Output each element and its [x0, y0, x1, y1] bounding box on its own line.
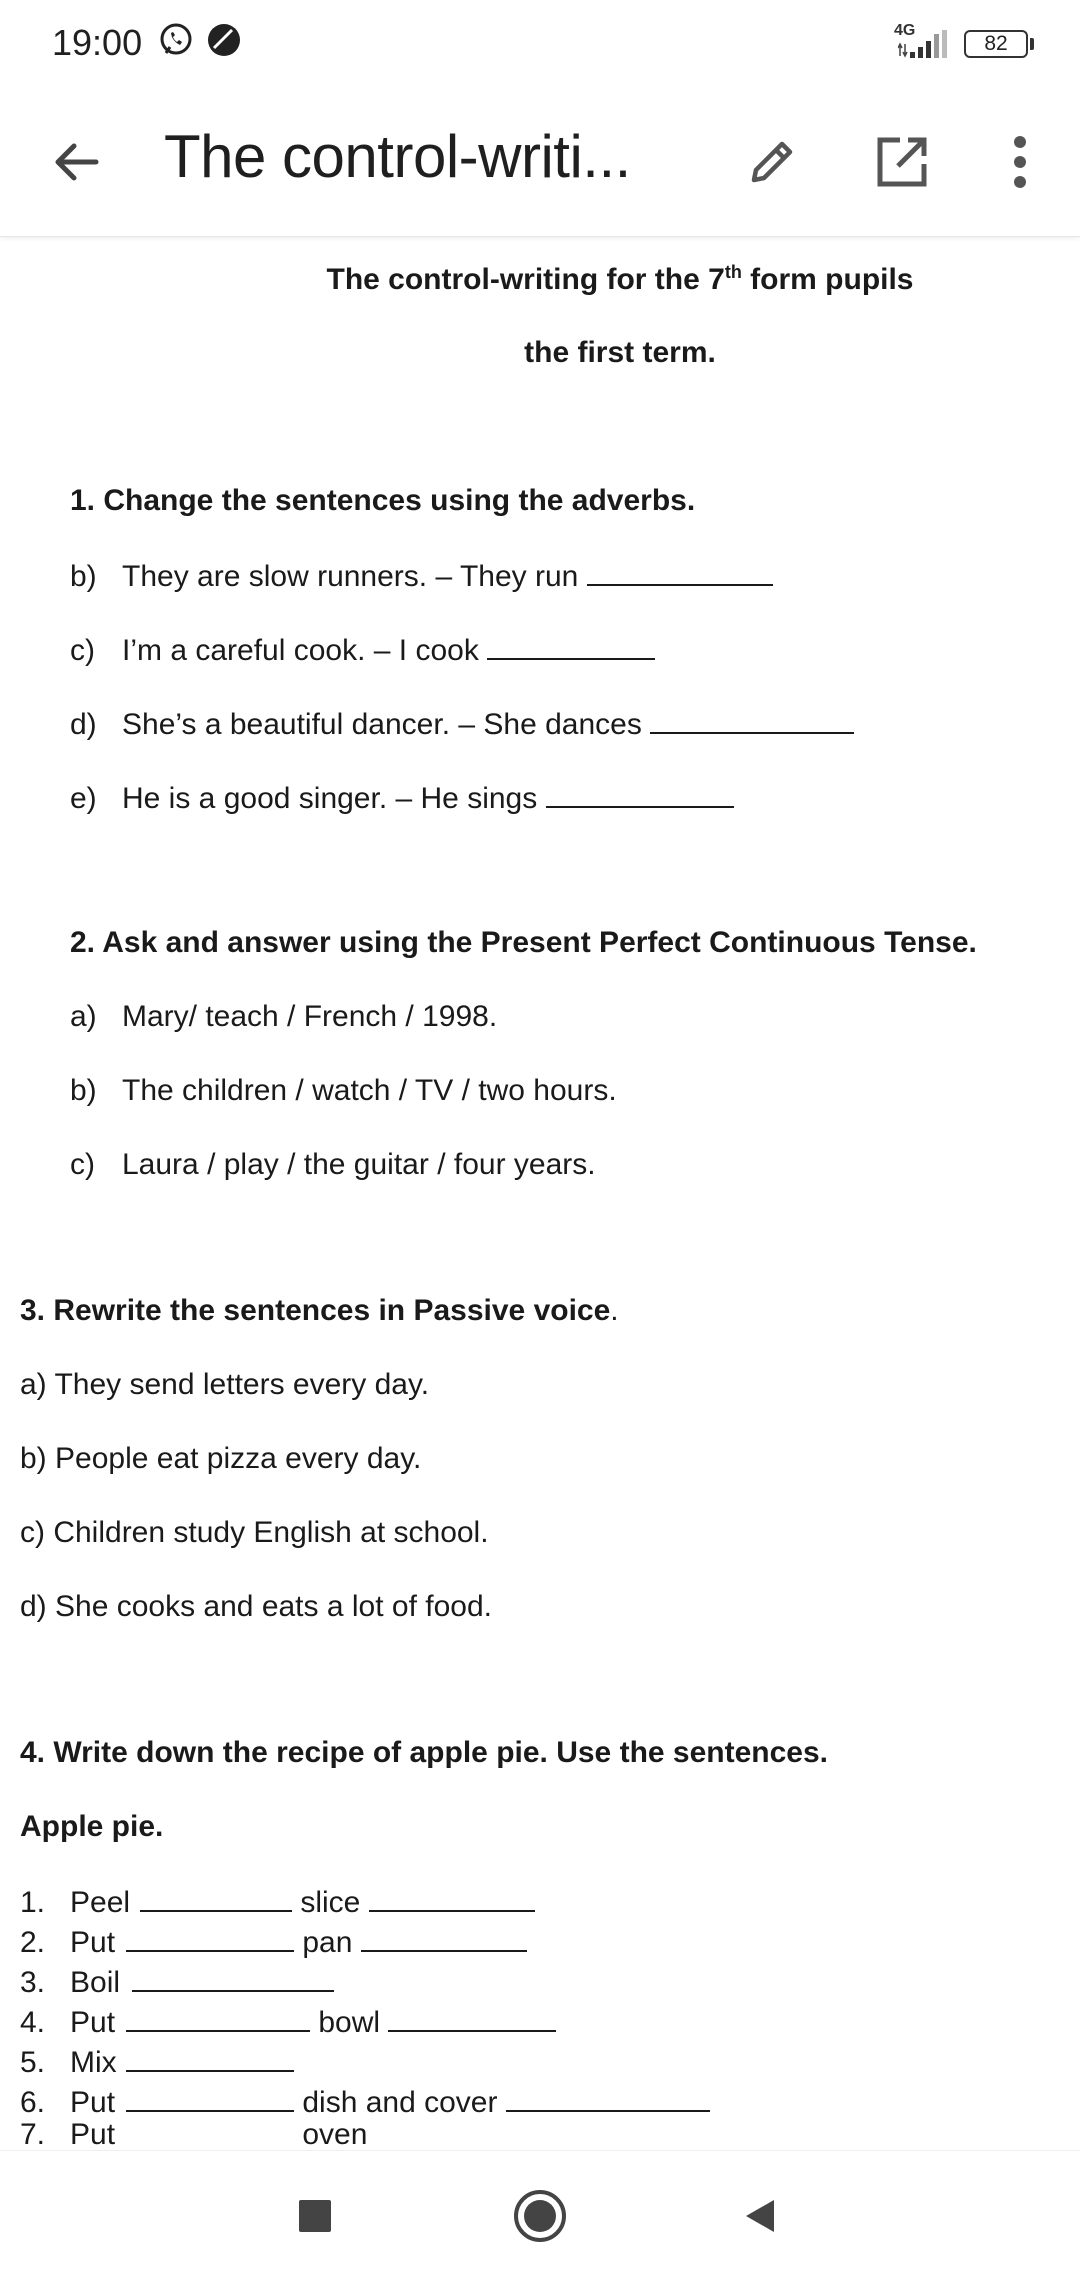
app-bar: [0, 88, 1080, 237]
more-options-button[interactable]: [984, 126, 1056, 198]
back-triangle-icon: [740, 2196, 780, 2236]
section-4-subtitle: Apple pie.: [20, 1810, 164, 1843]
step-number: 3.: [20, 1966, 46, 1999]
network-label: 4G: [894, 22, 916, 39]
item-marker: a): [70, 1000, 97, 1033]
step-verb: Put: [70, 1926, 116, 1959]
system-navigation-bar: [0, 2150, 1080, 2281]
list-item: c) Children study English at school.: [20, 1516, 489, 1549]
home-circle-icon: [512, 2188, 568, 2244]
answer-blank: [587, 558, 773, 586]
item-marker: c): [70, 1148, 95, 1181]
step-word: bowl: [318, 2006, 381, 2039]
document-title: The control-writi...: [164, 123, 631, 190]
item-text: The children / watch / TV / two hours.: [122, 1074, 617, 1107]
step-number: 1.: [20, 1886, 46, 1919]
home-button[interactable]: [505, 2181, 575, 2251]
step-verb: Put: [70, 2118, 116, 2150]
list-item: b) People eat pizza every day.: [20, 1442, 422, 1475]
document-subheading: the first term.: [524, 336, 716, 369]
recipe-step: [20, 2084, 710, 2120]
recents-square-icon: [297, 2198, 333, 2234]
step-verb: Put: [70, 2006, 116, 2039]
system-back-button[interactable]: [725, 2181, 795, 2251]
recipe-step: [20, 1964, 334, 2000]
item-text: Laura / play / the guitar / four years.: [122, 1148, 596, 1181]
step-word: dish and cover: [302, 2086, 498, 2119]
step-verb: Put: [70, 2086, 116, 2119]
list-item: [70, 706, 854, 742]
answer-blank: [487, 632, 655, 660]
item-text: They are slow runners. – They run: [122, 560, 579, 593]
item-text: She’s a beautiful dancer. – She dances: [122, 708, 642, 741]
item-text: He is a good singer. – He sings: [122, 782, 538, 815]
document-heading: [0, 262, 1080, 297]
back-arrow-icon: [50, 136, 102, 188]
step-number: 5.: [20, 2046, 46, 2079]
step-number: 6.: [20, 2086, 46, 2119]
item-marker: d): [70, 708, 97, 741]
list-item: [70, 1074, 617, 1108]
back-button[interactable]: [40, 126, 112, 198]
document-page: [0, 236, 1080, 2150]
list-item: a) They send letters every day.: [20, 1368, 430, 1401]
step-word: oven: [302, 2118, 368, 2150]
section-3-title-suffix: .: [610, 1294, 619, 1327]
battery-tip: [1030, 38, 1034, 50]
item-marker: c): [70, 634, 95, 667]
step-verb: Peel: [70, 1886, 131, 1919]
item-text: Mary/ teach / French / 1998.: [122, 1000, 498, 1033]
recipe-step: [20, 1884, 535, 1920]
list-item: [70, 1148, 596, 1182]
section-1-title: 1. Change the sentences using the adverbs.: [70, 484, 696, 517]
open-external-icon: [874, 134, 930, 190]
item-marker: b): [70, 1074, 97, 1107]
answer-blank: [126, 2004, 310, 2032]
answer-blank: [140, 1884, 292, 1912]
recipe-step: [20, 2118, 367, 2150]
signal-icon: [898, 30, 948, 60]
edit-button[interactable]: [736, 126, 808, 198]
section-2-title: 2. Ask and answer using the Present Perfect Continuous Tense.: [70, 926, 977, 959]
edit-pencil-icon: [744, 134, 800, 190]
answer-blank: [650, 706, 854, 734]
section-4-title: 4. Write down the recipe of apple pie. Use the sentences.: [20, 1736, 828, 1769]
answer-blank: [126, 2044, 294, 2072]
step-number: 7.: [20, 2118, 46, 2150]
status-bar: [0, 0, 1080, 88]
step-word: pan: [302, 1926, 353, 1959]
list-item: [70, 632, 655, 668]
list-item: [70, 1000, 497, 1034]
step-number: 4.: [20, 2006, 46, 2039]
recipe-step: [20, 2004, 556, 2040]
section-3-title-text: 3. Rewrite the sentences in Passive voice: [20, 1294, 611, 1327]
open-external-button[interactable]: [866, 126, 938, 198]
answer-blank: [369, 1884, 535, 1912]
viber-icon: [158, 22, 194, 58]
recipe-step: [20, 1924, 527, 1960]
list-item: [70, 780, 734, 816]
answer-blank: [506, 2084, 710, 2112]
answer-blank: [126, 1924, 294, 1952]
step-word: slice: [300, 1886, 361, 1919]
answer-blank: [132, 1964, 334, 1992]
answer-blank: [361, 1924, 527, 1952]
step-number: 2.: [20, 1926, 46, 1959]
status-time: 19:00: [52, 22, 143, 63]
heading-superscript: th: [724, 262, 742, 282]
step-verb: Boil: [70, 1966, 121, 1999]
more-vert-icon: [1010, 134, 1030, 190]
battery-icon: 82: [964, 30, 1028, 58]
answer-blank: [546, 780, 734, 808]
list-item: d) She cooks and eats a lot of food.: [20, 1590, 492, 1623]
answer-blank: [388, 2004, 556, 2032]
section-3-title: [20, 1294, 619, 1328]
heading-text-rest: form pupils: [741, 263, 914, 296]
messenger-icon: [206, 22, 242, 58]
item-text: I’m a careful cook. – I cook: [122, 634, 479, 667]
item-marker: b): [70, 560, 97, 593]
recipe-step: [20, 2044, 294, 2080]
list-item: [70, 558, 773, 594]
item-marker: e): [70, 782, 97, 815]
step-verb: Mix: [70, 2046, 117, 2079]
answer-blank: [126, 2084, 294, 2112]
recents-button[interactable]: [280, 2181, 350, 2251]
heading-text: The control-writing for the 7: [326, 263, 725, 296]
